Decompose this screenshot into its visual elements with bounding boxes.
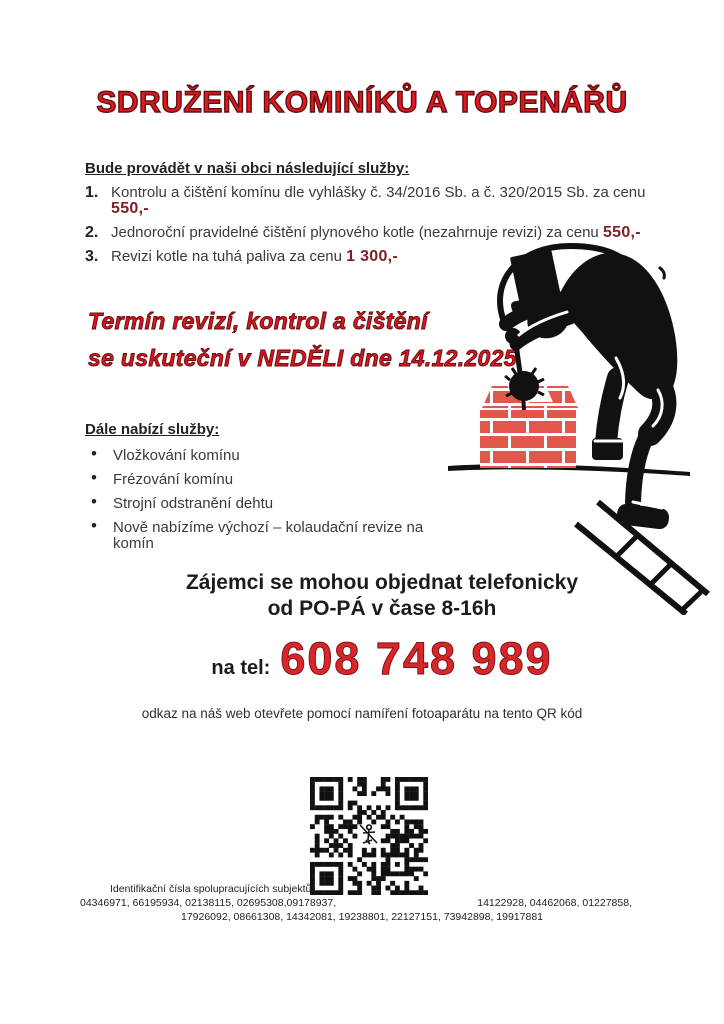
service-item xyxy=(85,225,665,241)
announcement-line1: Termín revizí, kontrol a čištění xyxy=(88,308,428,334)
footer-ids-center: 17926092, 08661308, 14342081, 19238801, 22127151, 73942898, 19917881 xyxy=(180,911,544,923)
service-price: 550,- xyxy=(602,224,641,241)
service-price: 550,- xyxy=(111,200,149,217)
announcement-line2: se uskuteční v NEDĚLI dne 14.12.2025 xyxy=(88,345,517,371)
phone-label: na tel: xyxy=(211,657,271,679)
chimney-sweep-illustration xyxy=(420,240,724,615)
qr-code xyxy=(310,777,428,895)
list-item: • Strojní odstranění dehtu xyxy=(85,496,465,512)
list-item: • Vložkování komínu xyxy=(85,448,465,464)
service-item xyxy=(85,185,665,217)
more-services-list xyxy=(85,448,465,552)
footer-heading: Identifikační čísla spolupracujících subjektů: xyxy=(110,883,315,895)
qr-caption: odkaz na náš web otevřete pomocí namíření fotoaparátu na tento QR kód xyxy=(141,706,583,721)
phone-number: 608 748 989 xyxy=(280,633,553,684)
more-services-heading: Dále nabízí služby: xyxy=(85,421,220,438)
service-description: Revizi kotle na tuhá paliva za cenu xyxy=(111,248,347,265)
service-number: 1. xyxy=(85,184,99,201)
service-text xyxy=(111,185,665,217)
service-number: 3. xyxy=(85,248,99,265)
service-description: Kontrolu a čištění komínu dle vyhlášky č. 34/2016 Sb. a č. 320/2015 Sb. za cenu xyxy=(111,184,646,201)
list-item: • Nově nabízíme výchozí – kolaudační revize na komín xyxy=(85,520,465,552)
page-title: SDRUŽENÍ KOMINÍKŮ A TOPENÁŘŮ xyxy=(96,86,628,119)
list-item: • Frézování komínu xyxy=(85,472,465,488)
more-services-section xyxy=(85,421,465,560)
chimney-sweep-clipart xyxy=(420,240,724,615)
service-text xyxy=(111,225,641,241)
service-text xyxy=(111,249,398,265)
phone-row xyxy=(40,633,724,684)
footer-ids-right: 14122928, 04462068, 01227858, xyxy=(477,897,632,909)
service-number: 2. xyxy=(85,224,99,241)
footer-ids-left: 04346971, 66195934, 02138115, 02695308,09178937, xyxy=(80,897,337,909)
services-heading: Bude provádět v naši obci následující služby: xyxy=(85,160,410,177)
rod-flick-mark xyxy=(660,268,664,278)
service-description: Jednoroční pravidelné čištění plynového kotle (nezahrnuje revizi) za cenu xyxy=(111,224,603,241)
contact-line1: Zájemci se mohou objednat telefonicky xyxy=(185,571,579,594)
contact-line2: od PO-PÁ v čase 8-16h xyxy=(267,597,497,620)
service-price: 1 300,- xyxy=(346,248,399,265)
qr-code-icon xyxy=(310,777,428,895)
